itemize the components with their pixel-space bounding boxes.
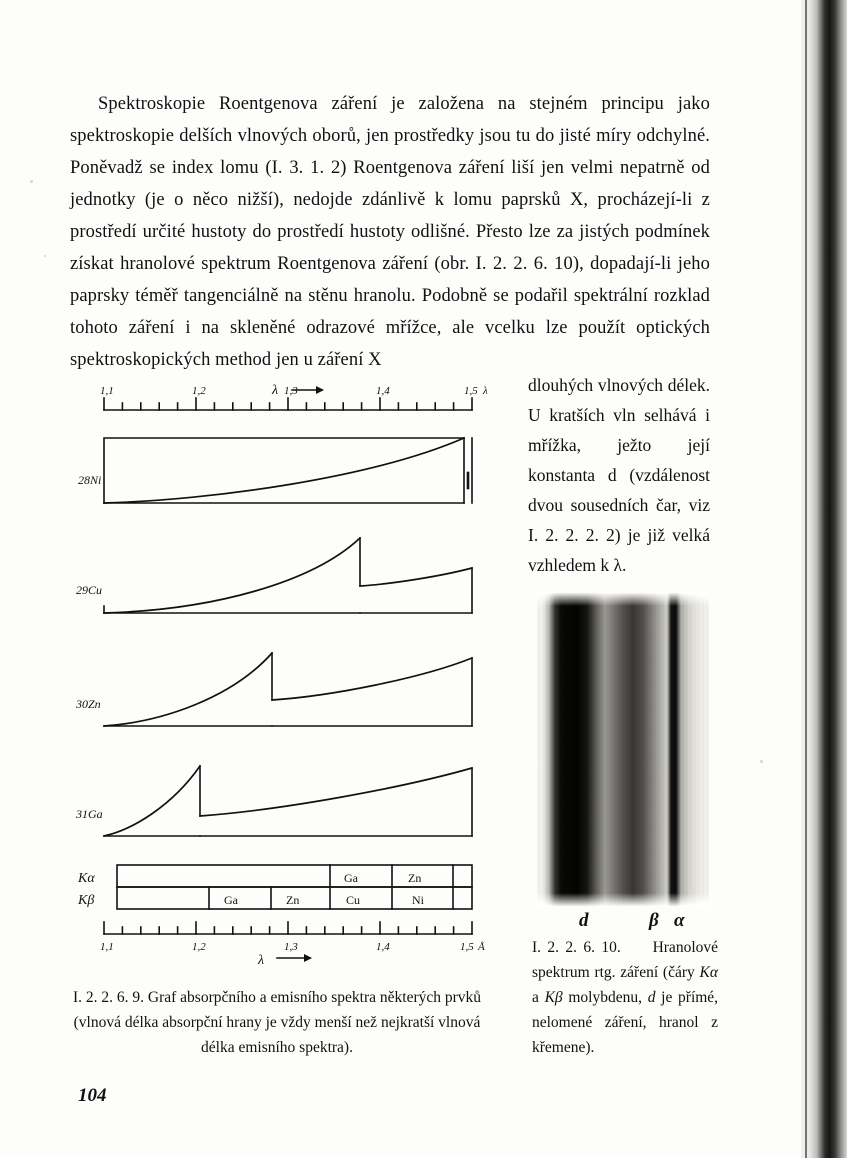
figure-prism-spectrum-photo <box>537 592 709 931</box>
fig9-top-tick-2: 1,3 <box>284 385 298 397</box>
photo-fade-top <box>537 592 709 606</box>
figure10-caption-kalpha: Kα <box>699 964 719 981</box>
figure10-caption-and: a <box>532 989 539 1006</box>
fig9-bottom-axis-label: λ <box>258 953 265 968</box>
figure10-caption-rest1: spektrum rtg. záření (čáry <box>532 964 695 981</box>
figure10-caption-line3: přímé, nelomené záření, hranol z křemene). <box>532 989 719 1056</box>
photo-label-beta: β <box>649 910 659 931</box>
scan-speck <box>760 760 763 763</box>
fig9-bottom-tick-1: 1,2 <box>192 941 206 953</box>
fig9-kalpha-cell-ga: Ga <box>344 871 358 885</box>
photo-grain-overlay <box>537 592 709 907</box>
fig9-bottom-tick-4: 1,5 <box>460 941 474 953</box>
figure10-caption-molybden: molybdenu, <box>568 989 642 1006</box>
fig9-top-tick-4: 1,5 <box>464 385 478 397</box>
fig9-top-unit: λ <box>483 385 488 397</box>
fig9-curve-label-cu: 29Cu <box>76 583 103 597</box>
page-number: 104 <box>78 1085 107 1106</box>
figure9-caption: I. 2. 2. 6. 9. Graf absorpčního a emisního spektra některých prvků (vlnová délka absorpční hrany je vždy menší než nejkratší vlnová délka emisního spektra). <box>72 989 482 1056</box>
scan-edge-line <box>805 0 807 1158</box>
fig9-top-tick-0: 1,1 <box>100 385 114 397</box>
figure10-caption-number: I. 2. 2. 6. 10. <box>532 939 621 956</box>
fig9-kbeta-cell-ni: Ni <box>412 893 424 907</box>
figure10-caption-je: je <box>661 989 673 1006</box>
fig9-top-tick-3: 1,4 <box>376 385 390 397</box>
fig9-row-label-kbeta: Kβ <box>78 893 95 908</box>
photo-label-alpha: α <box>674 910 685 931</box>
fig9-bottom-tick-2: 1,3 <box>284 941 298 953</box>
fig9-top-tick-1: 1,2 <box>192 385 206 397</box>
fig9-bottom-tick-0: 1,1 <box>100 941 114 953</box>
fig9-bottom-tick-3: 1,4 <box>376 941 390 953</box>
fig9-curve-label-ni: 28Ni <box>78 473 102 487</box>
fig9-kbeta-cell-cu: Cu <box>346 893 361 907</box>
spectrum-photo-labels <box>537 910 709 936</box>
body-paragraph: Spektroskopie Roentgenova záření je založena na stejném principu jako spektroskopie delších vlnových oborů, jen prostředky jsou tu do jisté míry odchylné. Poněvadž se index lomu (I. 3. 1. 2) Roentgenova záření liší jen velmi nepatrně od jednotky (je o něco nižší), nedojde zdánlivě k lomu paprsků X, procházejí-li z prostředí určité hustoty do prostředí hustoty odlišné. Přesto lze za jistých podmínek získat hranolové spektrum Roentgenova záření (obr. I. 2. 2. 6. 10), dopadají-li jeho paprsky téměř tangenciálně na stěnu hranolu. Podobně se podařil spektrální rozklad tohoto záření i na skleněné odrazové mřížce, ale vcelku lze použít optických spektroskopických method jen u záření X <box>70 94 710 370</box>
fig9-kbeta-cell-zn: Zn <box>286 893 300 907</box>
fig9-kbeta-cell-ga: Ga <box>224 893 238 907</box>
scan-speck <box>44 255 46 257</box>
scan-speck <box>30 180 33 183</box>
figure10-caption <box>532 935 718 1060</box>
fig9-curve-label-zn: 30Zn <box>76 697 101 711</box>
figure10-caption-d: d <box>647 989 656 1006</box>
photo-fade-bottom <box>537 893 709 907</box>
fig9-top-axis-label: λ <box>272 383 279 398</box>
figure-absorption-emission-graph <box>72 378 502 968</box>
figure10-caption-title: Hranolové <box>652 939 718 956</box>
fig9-curve-label-ga: 31Ga <box>76 807 103 821</box>
spectrum-photo-image <box>537 592 709 907</box>
fig9-row-label-kalpha: Kα <box>78 871 95 886</box>
scan-edge-shadow <box>801 0 847 1158</box>
figure10-caption-kbeta: Kβ <box>544 989 563 1006</box>
graph-svg <box>72 378 502 968</box>
fig9-kalpha-cell-zn: Zn <box>408 871 422 885</box>
photo-label-d: d <box>579 910 589 931</box>
fig9-bottom-unit: Å <box>478 941 485 953</box>
right-column-text: dlouhých vlnových délek. U kratších vln selhává i mřížka, ježto její konstanta d (vzdálenost dvou sousedních čar, viz I. 2. 2. 2. 2) je již velká vzhledem k λ. <box>528 375 710 575</box>
